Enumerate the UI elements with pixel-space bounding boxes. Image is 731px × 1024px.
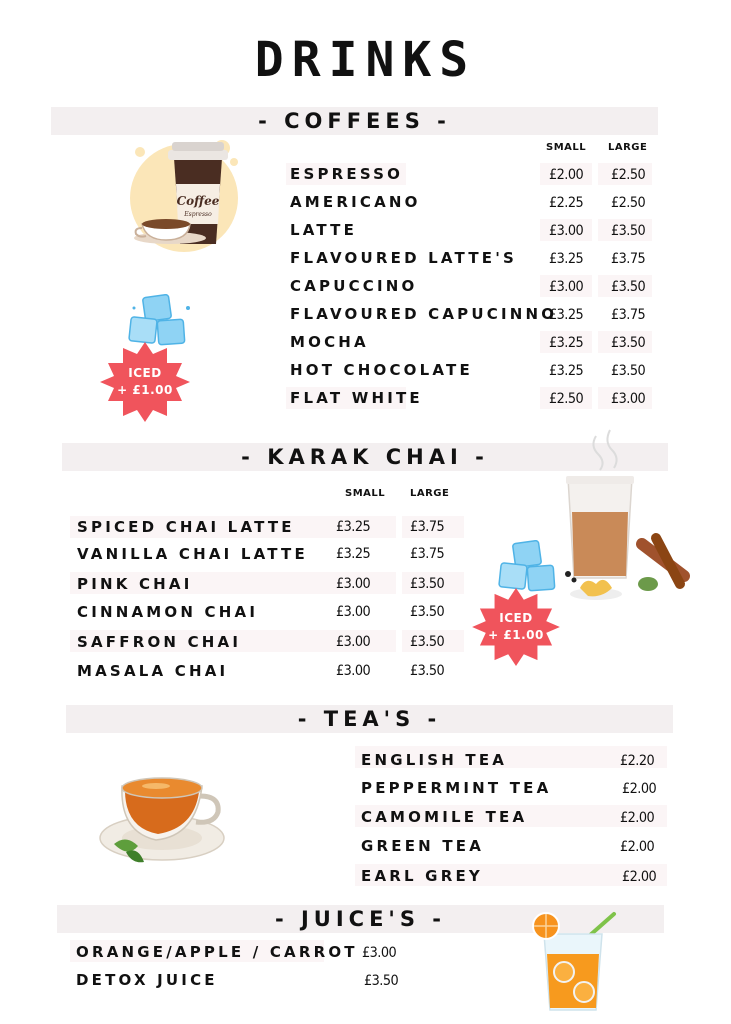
list-item-name: FLAVOURED LATTE'S <box>290 249 517 267</box>
list-item-price-large: £3.50 <box>611 363 646 379</box>
list-item-price-small: £3.00 <box>336 634 371 650</box>
list-item-price-small: £3.25 <box>549 363 584 379</box>
list-item-price-large: £3.50 <box>611 335 646 351</box>
list-item-price-large: £3.75 <box>410 546 445 562</box>
list-item-price-small: £3.25 <box>549 251 584 267</box>
list-item-name: SAFFRON CHAI <box>77 633 242 651</box>
list-item-name: FLAT WHITE <box>290 389 423 407</box>
list-item-price-large: £3.75 <box>611 251 646 267</box>
list-item-price-small: £3.25 <box>336 546 371 562</box>
coffee-cup-illustration <box>118 132 250 254</box>
list-item-name: SPICED CHAI LATTE <box>77 518 295 536</box>
list-item-name: PEPPERMINT TEA <box>361 779 552 797</box>
cup-label-text: Coffee <box>176 194 220 208</box>
menu-title: DRINKS <box>254 32 477 88</box>
iced-badge-price: + £1.00 <box>488 628 544 642</box>
list-item-price-large: £3.50 <box>410 576 445 592</box>
list-item-price: £2.00 <box>622 781 657 797</box>
list-item-name: ENGLISH TEA <box>361 751 508 769</box>
list-item-name: CAPUCCINO <box>290 277 418 295</box>
list-item-price-large: £3.50 <box>410 663 445 679</box>
coffees-heading: - COFFEES - <box>51 107 658 135</box>
list-item-price-small: £2.00 <box>549 167 584 183</box>
list-item-price-large: £3.50 <box>410 604 445 620</box>
iced-badge-label: ICED <box>499 611 533 625</box>
list-item-name: AMERICANO <box>290 193 421 211</box>
chai-col-small: SMALL <box>345 488 386 499</box>
iced-badge-price: + £1.00 <box>117 383 173 397</box>
list-item-price-large: £3.50 <box>410 634 445 650</box>
coffees-col-small: SMALL <box>546 142 587 153</box>
list-item-name: LATTE <box>290 221 358 239</box>
list-item-price: £3.00 <box>362 945 397 961</box>
list-item-price-large: £3.00 <box>611 391 646 407</box>
list-item-price: £3.50 <box>364 973 399 989</box>
coffees-col-large: LARGE <box>608 142 648 153</box>
list-item-name: DETOX JUICE <box>76 971 218 989</box>
list-item-name: MASALA CHAI <box>77 662 229 680</box>
list-item-name: HOT CHOCOLATE <box>290 361 473 379</box>
list-item-name: CINNAMON CHAI <box>77 603 259 621</box>
list-item-price-small: £3.25 <box>549 307 584 323</box>
list-item-name: PINK CHAI <box>77 575 193 593</box>
iced-badge <box>472 610 560 644</box>
list-item-name: EARL GREY <box>361 867 483 885</box>
list-item-name: GREEN TEA <box>361 837 485 855</box>
list-item-price-large: £3.50 <box>611 223 646 239</box>
list-item-price: £2.00 <box>620 839 655 855</box>
list-item-price-small: £3.00 <box>336 576 371 592</box>
juice-glass-illustration <box>528 910 620 1014</box>
tea-cup-illustration <box>98 766 230 878</box>
list-item-price-large: £2.50 <box>611 167 646 183</box>
list-item-price-large: £3.75 <box>611 307 646 323</box>
list-item-name: FLAVOURED CAPUCINNO <box>290 305 558 323</box>
list-item-price-small: £2.25 <box>549 195 584 211</box>
list-item-price-large: £3.75 <box>410 519 445 535</box>
iced-badge-label: ICED <box>128 366 162 380</box>
cup-sub-text: Espresso <box>184 211 212 218</box>
list-item-name: VANILLA CHAI LATTE <box>77 545 308 563</box>
list-item-price-small: £3.00 <box>549 223 584 239</box>
list-item-price-small: £2.50 <box>549 391 584 407</box>
list-item-name: ORANGE/APPLE / CARROT <box>76 943 358 961</box>
list-item-price-large: £3.50 <box>611 279 646 295</box>
chai-col-large: LARGE <box>410 488 450 499</box>
list-item-price: £2.00 <box>620 810 655 826</box>
iced-badge <box>100 365 190 399</box>
karak-chai-heading: - KARAK CHAI - <box>62 443 668 471</box>
list-item-price: £2.20 <box>620 753 655 769</box>
juices-heading: - JUICE'S - <box>57 905 664 933</box>
teas-heading: - TEA'S - <box>66 705 673 733</box>
list-item-name: ESPRESSO <box>290 165 404 183</box>
list-item-price-small: £3.25 <box>336 519 371 535</box>
list-item-name: MOCHA <box>290 333 369 351</box>
chai-glass-illustration <box>560 428 694 608</box>
list-item-price-small: £3.00 <box>336 663 371 679</box>
list-item-price-small: £3.25 <box>549 335 584 351</box>
list-item-name: CAMOMILE TEA <box>361 808 528 826</box>
list-item-price-large: £2.50 <box>611 195 646 211</box>
list-item-price-small: £3.00 <box>549 279 584 295</box>
list-item-price-small: £3.00 <box>336 604 371 620</box>
list-item-price: £2.00 <box>622 869 657 885</box>
